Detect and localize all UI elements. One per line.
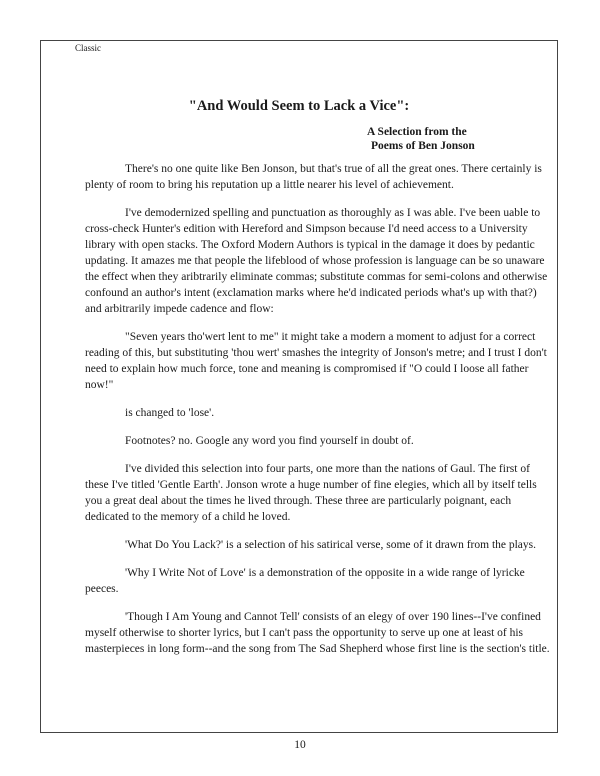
paragraph-footnotes: Footnotes? no. Google any word you find yourself in doubt of. — [125, 435, 414, 447]
page-number: 10 — [294, 739, 306, 751]
page-frame — [40, 40, 558, 733]
paragraph-intro: There's no one quite like Ben Jonson, but that's true of all the great ones. There certainly is plenty of room to bring his reputation up a little nearer his level of achievement. — [85, 163, 542, 191]
running-header: Classic — [75, 43, 101, 53]
subtitle-line-1: A Selection from the — [367, 126, 467, 138]
paragraph-though-i-am-young: 'Though I Am Young and Cannot Tell' consists of an elegy of over 190 lines--I've confined myself otherwise to shorter lyrics, but I can't pass the opportunity to serve up one at least of his masterpieces in long form--and the song from The Sad Shepherd whose first line is the section's title. — [85, 611, 550, 655]
paragraph-what-do-you-lack: 'What Do You Lack?' is a selection of his satirical verse, some of it drawn from the plays. — [125, 539, 537, 551]
body-text — [85, 161, 555, 669]
paragraph-lose: is changed to 'lose'. — [125, 407, 215, 419]
subtitle-line-2: Poems of Ben Jonson — [371, 140, 475, 152]
paragraph-spelling: I've demodernized spelling and punctuation as thoroughly as I was able. I've been uable to cross-check Hunter's edition with Hereford and Simpson because I'd need access to a University library with open stacks. The Oxford Modern Authors is typical in the damage it does by pedantic updating. It amazes me that people the lifeblood of whose profession is language can be so unaware the effect when they aribtrarily eliminate commas; substitute commas for semi-colons and otherwise confound an author's intent (exclamation marks where he'd indicated periods what's up with that?) and arbitrarily impede cadence and flow: — [85, 207, 548, 315]
paragraph-quote: "Seven years tho'wert lent to me" it might take a modern a moment to adjust for a correct reading of this, but substituting 'thou wert' smashes the integrity of Jonson's metre; and I trust I don't need to explain how much force, tone and meaning is compromised if "O could I loose all father now!" — [85, 331, 547, 391]
paragraph-why-i-write: 'Why I Write Not of Love' is a demonstration of the opposite in a wide range of lyricke peeces. — [85, 567, 525, 595]
page-title: "And Would Seem to Lack a Vice": — [188, 98, 410, 114]
paragraph-divisions: I've divided this selection into four parts, one more than the nations of Gaul. The first of these I've titled 'Gentle Earth'. Jonson wrote a huge number of fine elegies, which all by itself tells you a great deal about the times he lived through. These three are particularly poignant, each dedicated to the memory of a child he loved. — [85, 463, 537, 523]
subtitle — [367, 125, 527, 153]
